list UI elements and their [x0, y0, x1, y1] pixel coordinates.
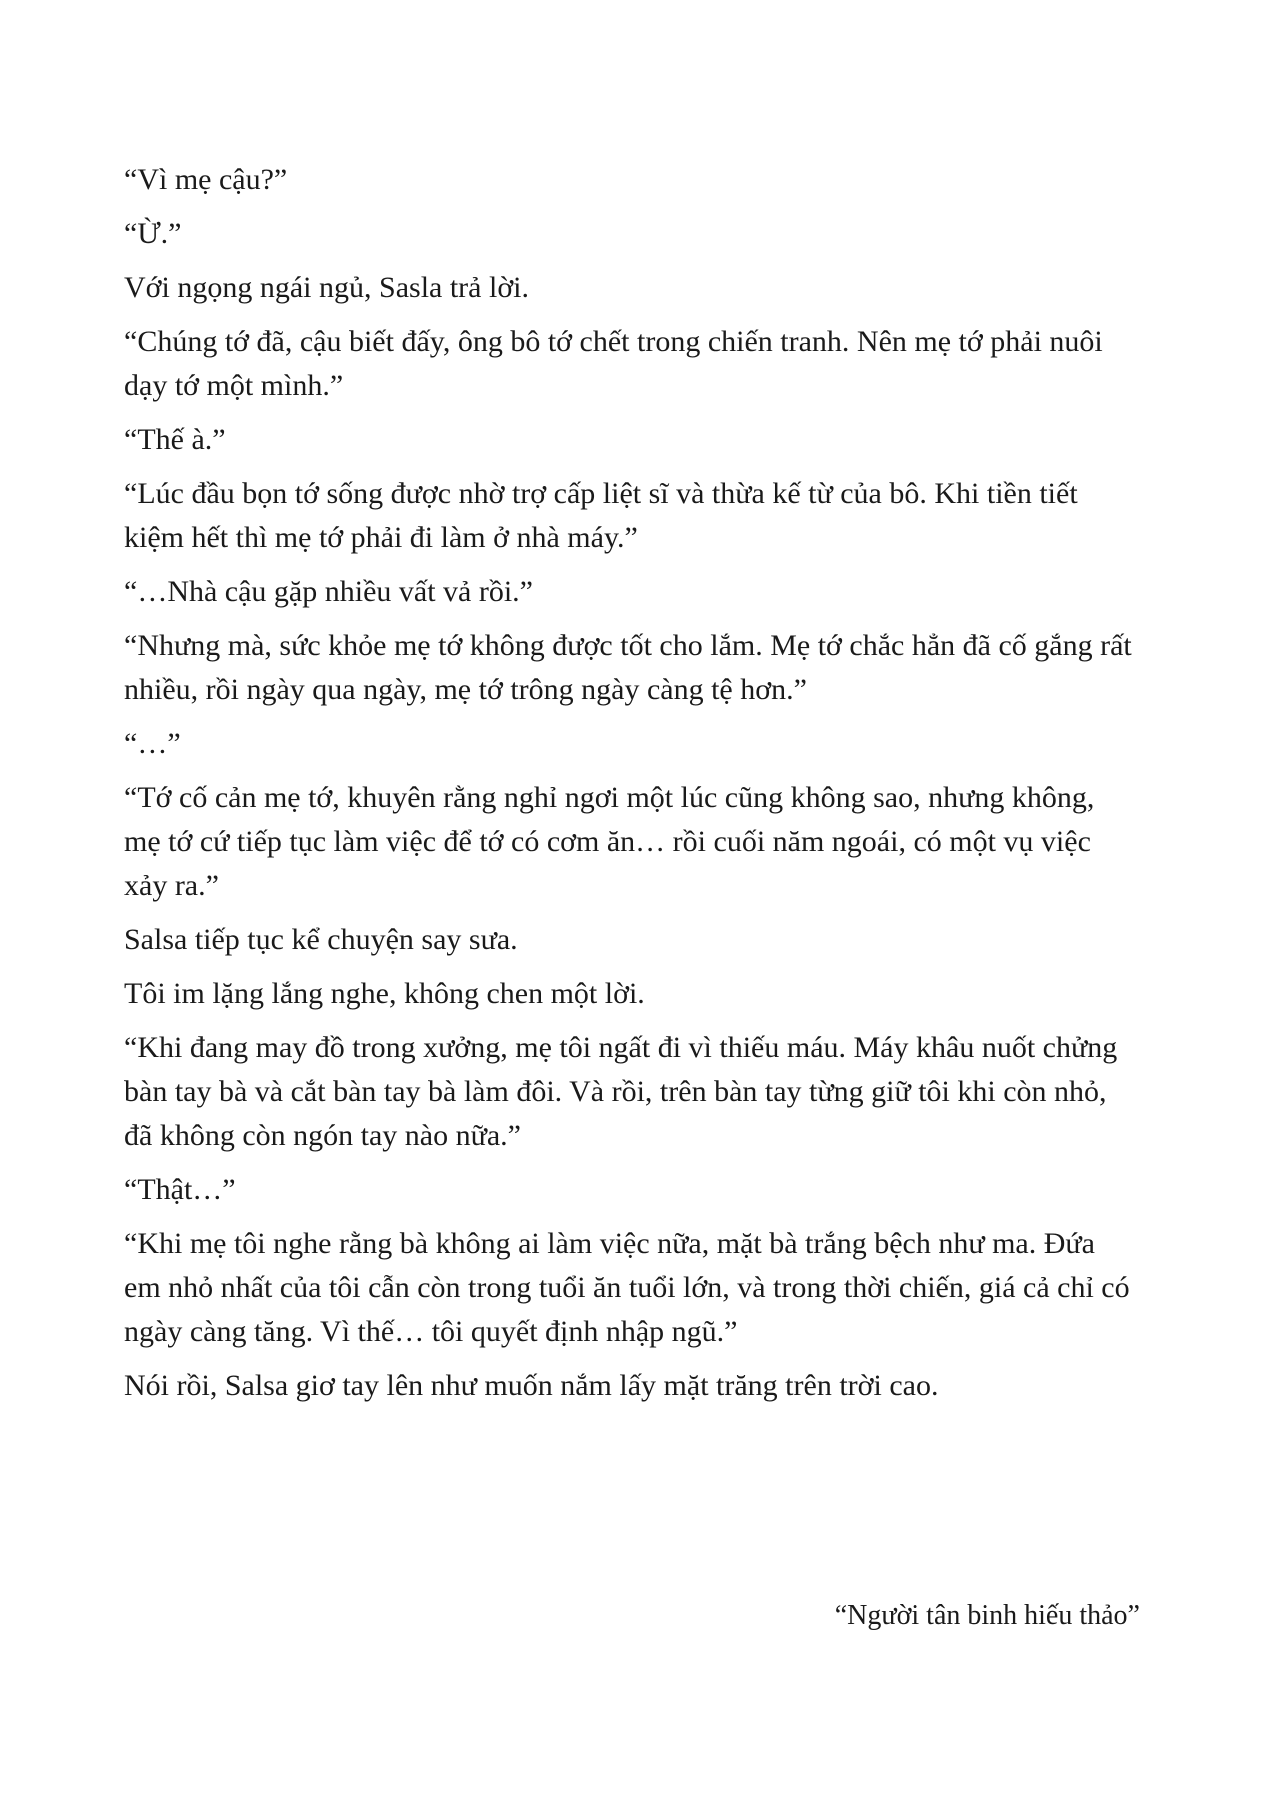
paragraph: “…”	[124, 727, 181, 760]
paragraph: “…Nhà cậu gặp nhiều vất vả rồi.”	[124, 575, 533, 608]
paragraph: “Khi đang may đồ trong xưởng, mẹ tôi ngất đi vì thiếu máu. Máy khâu nuốt chửng bàn tay bà và cắt bàn tay bà làm đôi. Và rồi, trên bàn tay từng giữ tôi khi còn nhỏ, đã không còn ngón tay nào nữa.”	[124, 1031, 1118, 1152]
paragraph: Salsa tiếp tục kể chuyện say sưa.	[124, 923, 518, 956]
paragraph: “Khi mẹ tôi nghe rằng bà không ai làm việc nữa, mặt bà trắng bệch như ma. Đứa em nhỏ nhất của tôi cẫn còn trong tuổi ăn tuổi lớn, và trong thời chiến, giá cả chỉ có ngày càng tăng. Vì thế… tôi quyết định nhập ngũ.”	[124, 1227, 1130, 1348]
paragraph: “Thật…”	[124, 1173, 236, 1206]
paragraph: “Tớ cố cản mẹ tớ, khuyên rằng nghỉ ngơi một lúc cũng không sao, nhưng không, mẹ tớ cứ tiếp tục làm việc để tớ có cơm ăn… rồi cuối năm ngoái, có một vụ việc xảy ra.”	[124, 781, 1095, 902]
paragraph: “Nhưng mà, sức khỏe mẹ tớ không được tốt cho lắm. Mẹ tớ chắc hẳn đã cố gắng rất nhiều, rồi ngày qua ngày, mẹ tớ trông ngày càng tệ hơn.”	[124, 629, 1132, 706]
paragraph: Với ngọng ngái ngủ, Sasla trả lời.	[124, 271, 530, 304]
paragraph: “Lúc đầu bọn tớ sống được nhờ trợ cấp liệt sĩ và thừa kế từ của bô. Khi tiền tiết kiệm hết thì mẹ tớ phải đi làm ở nhà máy.”	[124, 477, 1078, 554]
paragraph: “Chúng tớ đã, cậu biết đấy, ông bô tớ chết trong chiến tranh. Nên mẹ tớ phải nuôi dạy tớ một mình.”	[124, 325, 1103, 402]
paragraph: “Vì mẹ cậu?”	[124, 163, 288, 196]
paragraph: “Thế à.”	[124, 423, 226, 456]
paragraph: Nói rồi, Salsa giơ tay lên như muốn nắm lấy mặt trăng trên trời cao.	[124, 1369, 939, 1402]
paragraph: Tôi im lặng lắng nghe, không chen một lời.	[124, 977, 645, 1010]
story-body	[124, 158, 1134, 1418]
paragraph: “Ừ.”	[124, 217, 182, 250]
chapter-title: “Người tân binh hiếu thảo”	[834, 1600, 1140, 1631]
